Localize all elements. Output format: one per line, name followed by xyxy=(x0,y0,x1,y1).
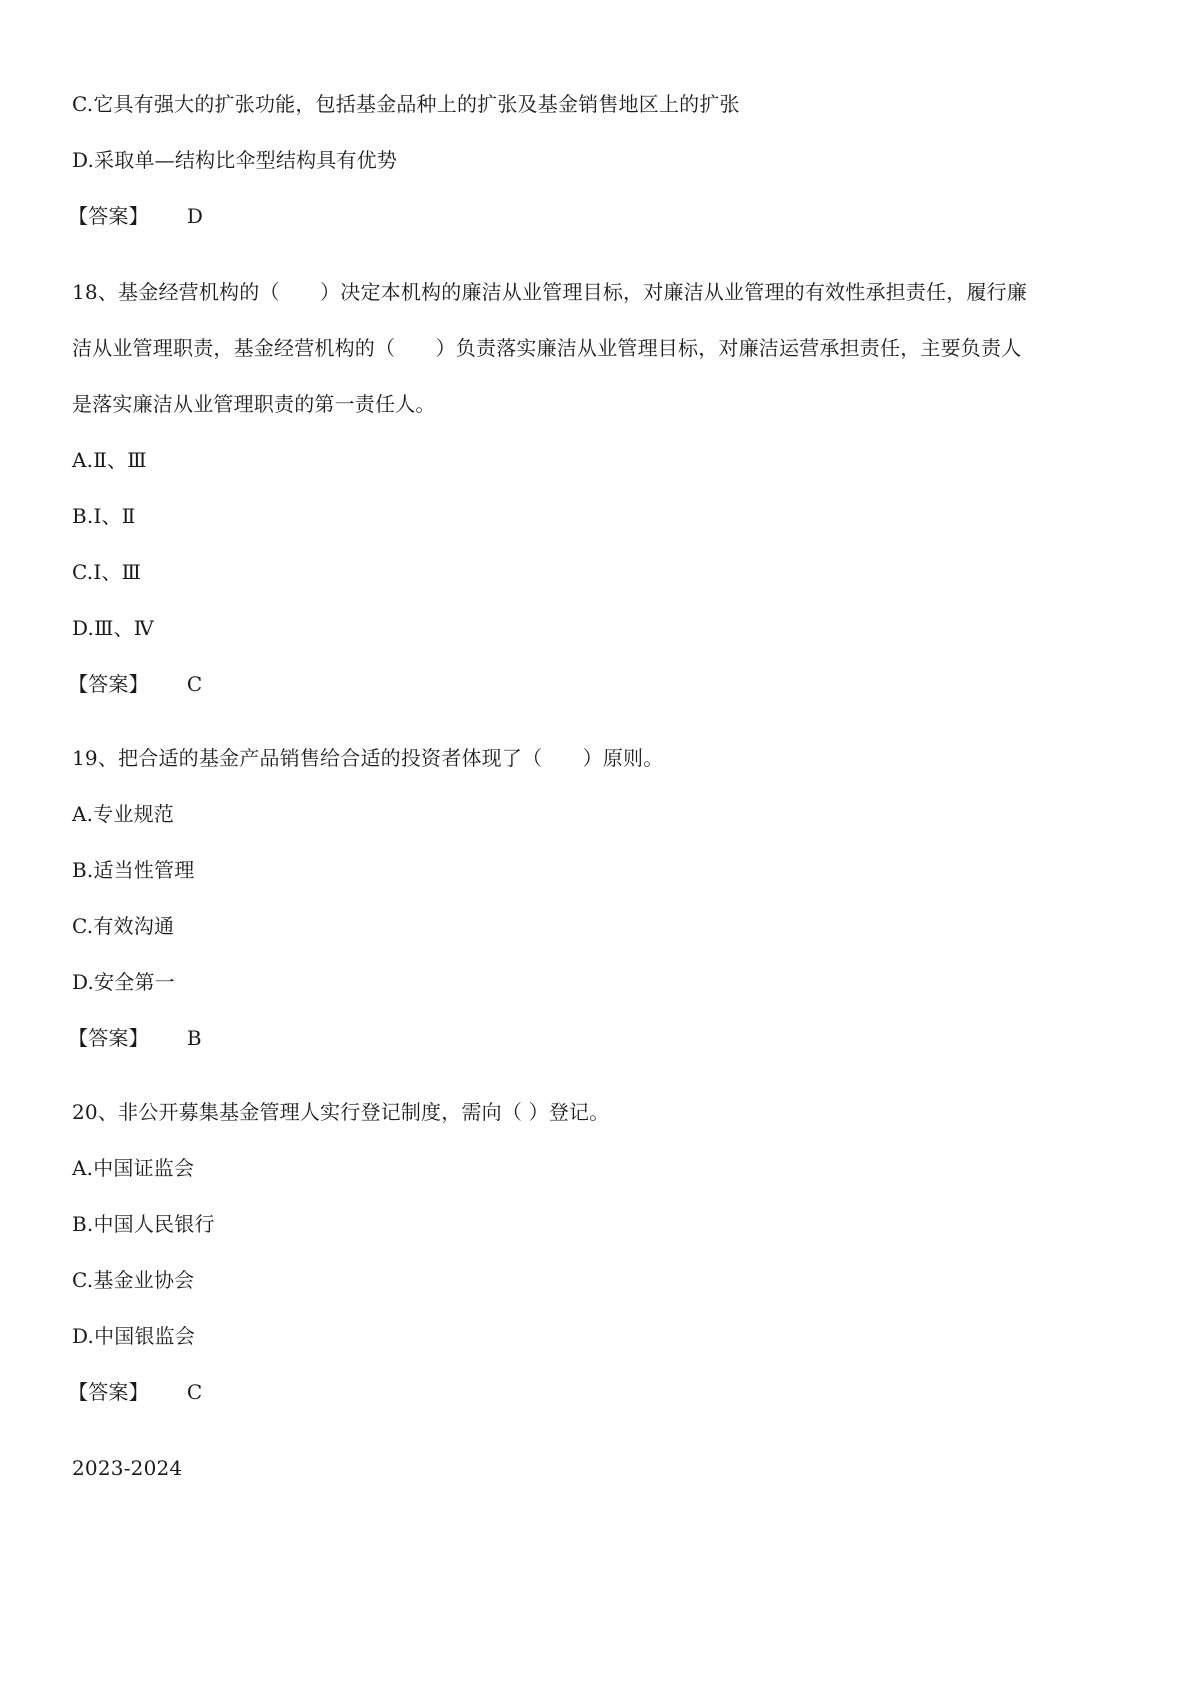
q20-option-c: C.基金业协会 xyxy=(72,1268,195,1292)
q19-option-a: A.专业规范 xyxy=(72,802,175,826)
q18-stem-line-1: 18、基金经营机构的（ ）决定本机构的廉洁从业管理目标，对廉洁从业管理的有效性承担责任，履行廉 xyxy=(72,280,1028,304)
q18-option-b: B.Ⅰ、Ⅱ xyxy=(72,504,136,528)
q18-option-a: A.Ⅱ、Ⅲ xyxy=(72,448,147,472)
q18-answer xyxy=(68,670,202,698)
answer-label: 【答案】 xyxy=(68,1026,149,1050)
answer-value: D xyxy=(186,204,204,228)
q17-answer xyxy=(68,202,203,230)
q20-option-a: A.中国证监会 xyxy=(72,1156,195,1180)
q20-option-d: D.中国银监会 xyxy=(72,1324,196,1348)
answer-label: 【答案】 xyxy=(68,672,149,696)
answer-label: 【答案】 xyxy=(68,204,149,228)
q19-option-b: B.适当性管理 xyxy=(72,858,195,882)
q19-option-c: C.有效沟通 xyxy=(72,914,175,938)
q18-stem-line-3: 是落实廉洁从业管理职责的第一责任人。 xyxy=(72,392,436,416)
q18-option-d: D.Ⅲ、Ⅳ xyxy=(72,616,154,640)
q17-option-c: C.它具有强大的扩张功能，包括基金品种上的扩张及基金销售地区上的扩张 xyxy=(72,92,740,116)
answer-label: 【答案】 xyxy=(68,1380,149,1404)
answer-value: C xyxy=(186,672,203,696)
q20-stem: 20、非公开募集基金管理人实行登记制度，需向（ ）登记。 xyxy=(72,1100,610,1124)
footer-year: 2023-2024 xyxy=(72,1456,183,1480)
q20-answer xyxy=(68,1378,202,1406)
q19-stem: 19、把合适的基金产品销售给合适的投资者体现了（ ）原则。 xyxy=(72,746,664,770)
q17-option-d: D.采取单—结构比伞型结构具有优势 xyxy=(72,148,398,172)
q20-option-b: B.中国人民银行 xyxy=(72,1212,215,1236)
q19-answer xyxy=(68,1024,202,1052)
answer-value: B xyxy=(186,1026,202,1050)
q18-stem-line-2: 洁从业管理职责，基金经营机构的（ ）负责落实廉洁从业管理目标，对廉洁运营承担责任，主要负责人 xyxy=(72,336,1022,360)
answer-value: C xyxy=(186,1380,203,1404)
q19-option-d: D.安全第一 xyxy=(72,970,175,994)
q18-option-c: C.Ⅰ、Ⅲ xyxy=(72,560,142,584)
